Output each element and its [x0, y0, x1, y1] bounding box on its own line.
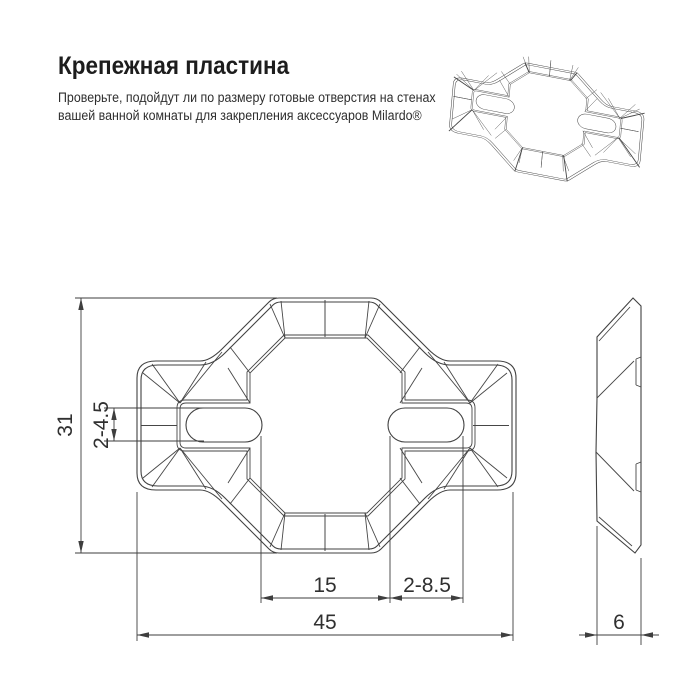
dim-label-6: 6 — [613, 611, 625, 634]
dim-slot-length — [390, 436, 463, 603]
side-bevel-lines — [596, 307, 641, 546]
slot-right — [388, 408, 464, 442]
dim-label-2-4.5: 2-4.5 — [90, 401, 113, 449]
description-line-1: Проверьте, подойдут ли по размеру готовые отверстия на стенах — [58, 90, 436, 105]
iso-skirt-edges — [449, 63, 645, 182]
iso-base-outline — [446, 50, 647, 195]
page-title: Крепежная пластина — [58, 52, 290, 80]
dim-thickness — [579, 526, 659, 645]
dim-label-2-8.5: 2-8.5 — [403, 574, 451, 597]
iso-face — [449, 43, 644, 186]
dimensions — [54, 298, 659, 645]
isometric-view — [446, 43, 647, 195]
dim-label-31: 31 — [54, 413, 77, 437]
description-line-2: вашей ванной комнаты для закрепления аксессуаров Milardo® — [58, 107, 422, 123]
dim-label-15: 15 — [313, 574, 337, 597]
dim-label-45: 45 — [313, 611, 337, 634]
side-view — [596, 298, 641, 553]
front-view — [137, 298, 516, 553]
slot-left — [186, 408, 262, 442]
dim-slot-spacing — [261, 436, 390, 603]
